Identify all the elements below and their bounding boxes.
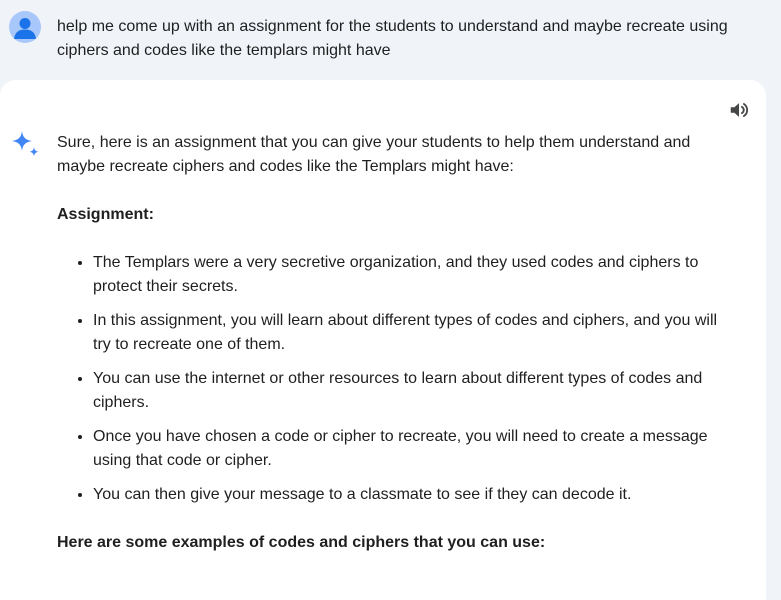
response-body (57, 131, 729, 579)
assignment-bullet-list (57, 251, 729, 507)
response-intro: Sure, here is an assignment that you can give your students to help them understand and maybe recreate ciphers and codes like the Templars might have: (57, 134, 691, 175)
list-item: • You can use the internet or other resources to learn about different types of codes and ciphers. (93, 367, 729, 415)
examples-heading: Here are some examples of codes and ciphers that you can use: (57, 534, 546, 551)
user-avatar-icon[interactable] (9, 11, 41, 43)
user-prompt-row (0, 0, 781, 80)
list-item: • The Templars were a very secretive organization, and they used codes and ciphers to protect their secrets. (93, 251, 729, 299)
speaker-icon[interactable] (728, 99, 750, 121)
list-item: • In this assignment, you will learn about different types of codes and ciphers, and you will try to recreate one of them. (93, 309, 729, 357)
assignment-heading: Assignment: (57, 206, 154, 223)
gemini-sparkle-icon (11, 130, 41, 160)
response-card (0, 80, 766, 600)
list-item: • You can then give your message to a classmate to see if they can decode it. (93, 483, 729, 507)
list-item: • Once you have chosen a code or cipher to recreate, you will need to create a message using that code or cipher. (93, 425, 729, 473)
user-prompt-text: help me come up with an assignment for the students to understand and maybe recreate using ciphers and codes like the templars might have (57, 18, 728, 59)
